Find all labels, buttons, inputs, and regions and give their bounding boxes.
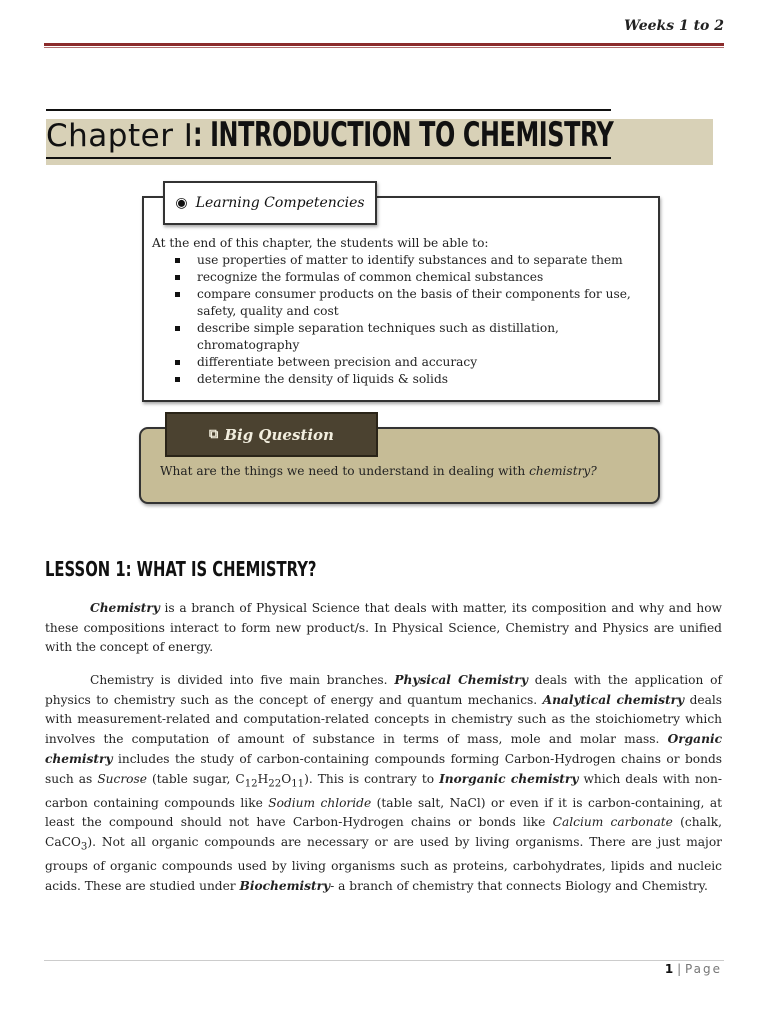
chapter-rule-top — [46, 109, 611, 111]
page-label: Page — [684, 962, 722, 976]
header-rule-thin — [44, 47, 724, 48]
paragraph-text: ). This is contrary to — [304, 771, 440, 786]
paragraph-text: (table sugar, C — [146, 771, 245, 786]
paragraph-text: which deals with non-carbon containing compounds like — [45, 771, 722, 810]
competency-item: compare consumer products on the basis of their components for use, safety, quality and cost — [174, 286, 652, 320]
big-question-body: What are the things we need to understand in dealing with — [160, 464, 530, 478]
competency-item: differentiate between precision and accuracy — [174, 354, 652, 371]
competencies-intro: At the end of this chapter, the students will be able to: — [152, 236, 489, 250]
paragraph-text: deals with measurement-related and computation-related concepts in chemistry such as the stoichiometry which involves the computation of amount of substance in terms of mass, mole and molar mass. — [45, 692, 723, 747]
example-calcium-carbonate: Calcium carbonate — [552, 815, 673, 830]
page-footer — [665, 962, 722, 976]
competency-item: recognize the formulas of common chemical substances — [174, 269, 652, 286]
learning-competencies-content — [152, 235, 652, 388]
lesson-title: LESSON 1: WHAT IS CHEMISTRY? — [45, 557, 317, 581]
competency-item: describe simple separation techniques such as distillation, chromatography — [174, 320, 652, 354]
paragraph-text: (table salt, NaCl) or even if it is carbon-containing, at least the compound should not have Carbon-Hydrogen chains or bonds like — [45, 795, 722, 830]
header-rule — [44, 43, 724, 46]
chapter-title — [46, 112, 732, 158]
competency-item: use properties of matter to identify substances and to separate them — [174, 252, 652, 269]
chapter-prefix: Chapter I — [46, 118, 194, 154]
footer-rule — [44, 960, 724, 961]
subscript: 11 — [291, 777, 305, 789]
example-sodium-chloride: Sodium chloride — [268, 795, 372, 810]
page-number: 1 — [664, 962, 674, 976]
subscript: 22 — [268, 777, 282, 789]
competencies-list — [152, 252, 652, 388]
subscript: 12 — [244, 777, 258, 789]
paragraph-text: deals with the application of physics to chemistry such as the concept of energy and quantum mechanics. — [45, 673, 722, 707]
big-question-text — [160, 464, 650, 478]
term-chemistry: Chemistry — [90, 601, 160, 615]
term-inorganic-chemistry: Inorganic chemistry — [439, 771, 579, 786]
term-organic-chemistry: Organic chemistry — [45, 732, 722, 766]
paragraph-text: is a branch of Physical Science that deals with matter, its composition and why and how these compositions interact to form new product/s. In Physical Science, Chemistry and Physics are unified with the concept of energy. — [45, 601, 722, 655]
paragraph-text: O — [281, 771, 292, 786]
paragraph-text: H — [257, 771, 269, 786]
term-physical-chemistry: Physical Chemistry — [394, 673, 528, 687]
footer-separator: | — [673, 962, 685, 976]
week-range-label: Weeks 1 to 2 — [624, 18, 724, 34]
competency-item: determine the density of liquids & solids — [174, 371, 652, 388]
subscript: 3 — [80, 841, 88, 853]
radio-target-icon: ◉ — [175, 195, 188, 211]
big-question-emphasis: chemistry? — [529, 464, 597, 478]
paragraph-branches — [45, 671, 722, 897]
paragraph-text: Chemistry is divided into five main branches. — [90, 673, 395, 687]
paragraph-text: includes the study of carbon-containing compounds forming Carbon-Hydrogen chains or bonds such as — [45, 751, 722, 786]
learning-competencies-tab — [163, 181, 377, 225]
learning-competencies-heading: Learning Competencies — [195, 195, 365, 211]
term-biochemistry: Biochemistry — [239, 878, 331, 893]
paragraph-text: ). Not all organic compounds are necessary or are used by living organisms. There are just major groups of organic compounds used by living organisms such as proteins, carbohydrates, lipids and nucleic acids. These are studied under — [45, 835, 722, 893]
paragraph-definition — [45, 599, 722, 658]
term-analytical-chemistry: Analytical chemistry — [542, 692, 685, 707]
paragraph-text: (chalk, CaCO — [45, 815, 722, 850]
example-sucrose: Sucrose — [97, 771, 147, 786]
chapter-heading: : INTRODUCTION TO CHEMISTRY — [193, 115, 614, 155]
copy-squares-icon: ⧉ — [209, 427, 219, 442]
big-question-tab — [165, 412, 378, 457]
big-question-heading: Big Question — [224, 425, 334, 444]
paragraph-text: - a branch of chemistry that connects Biology and Chemistry. — [330, 878, 708, 893]
